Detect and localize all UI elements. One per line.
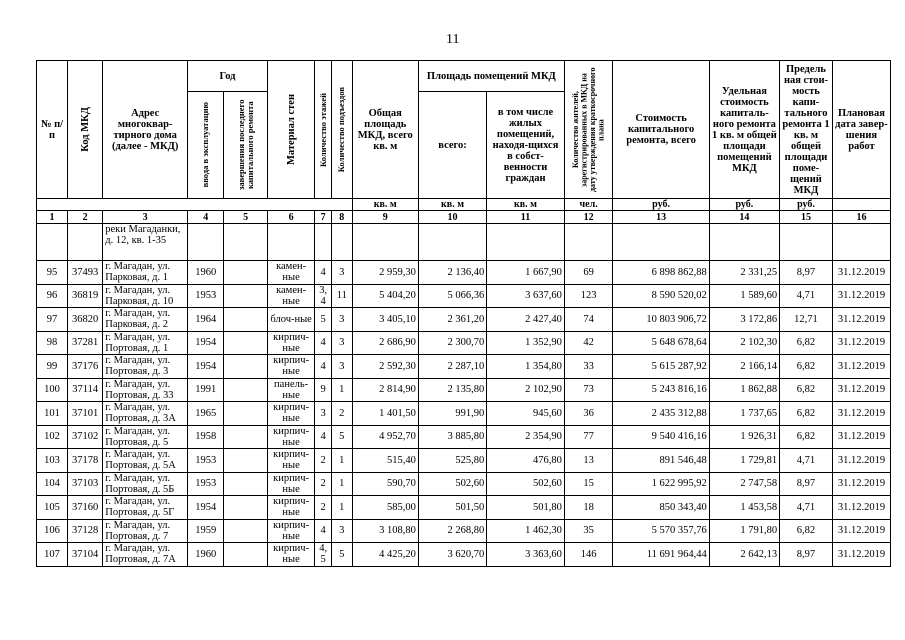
planned-date: 31.12.2019 [832,331,890,355]
year-commission: 1958 [188,425,224,449]
building-address: г. Магадан, ул. Портовая, д. 5Г [103,496,188,520]
entrances-count: 5 [331,543,352,567]
private-area: 2 354,90 [487,425,565,449]
continuation-row [37,224,891,261]
header-premises-group: Площадь помещений МКД [418,61,564,92]
entrances-count: 2 [331,402,352,426]
repair-plan-table [36,60,891,567]
residents-count: 15 [564,472,613,496]
private-area: 476,80 [487,449,565,473]
building-code: 36820 [68,308,103,332]
building-code: 37102 [68,425,103,449]
max-unit-cost: 12,71 [780,308,833,332]
total-area: 1 401,50 [352,402,418,426]
year-commission: 1964 [188,308,224,332]
unit-cell: кв. м [352,199,418,211]
entrances-count: 3 [331,261,352,285]
table-row [37,355,891,379]
year-last-repair [224,496,267,520]
entrances-count: 1 [331,449,352,473]
total-area: 4 952,70 [352,425,418,449]
unit-cost: 1 453,58 [709,496,779,520]
header-code-text: Код МКД [79,107,91,152]
repair-cost: 6 898 862,88 [613,261,709,285]
unit-cost: 2 331,25 [709,261,779,285]
premises-area: 991,90 [418,402,486,426]
total-area: 4 425,20 [352,543,418,567]
year-last-repair [224,449,267,473]
floors-count: 4 [315,331,332,355]
unit-cell: руб. [709,199,779,211]
wall-material: кирпич-ные [267,543,315,567]
header-num: № п/п [37,61,68,199]
header-wall-material [267,61,315,199]
column-number: 8 [331,211,352,224]
building-code: 37104 [68,543,103,567]
total-area: 5 404,20 [352,284,418,308]
header-entrances-text: Количество подъездов [336,86,347,173]
header-planned-date: Плановая дата завер-шения работ [832,61,890,199]
wall-material: кирпич-ные [267,355,315,379]
repair-cost: 10 803 906,72 [613,308,709,332]
total-area: 3 405,10 [352,308,418,332]
table-row [37,425,891,449]
max-unit-cost: 6,82 [780,331,833,355]
floors-count: 5 [315,308,332,332]
year-last-repair [224,402,267,426]
residents-count: 123 [564,284,613,308]
premises-area: 501,50 [418,496,486,520]
units-row [37,199,891,211]
building-code: 37493 [68,261,103,285]
table-row [37,519,891,543]
unit-cell: кв. м [487,199,565,211]
entrances-count: 3 [331,331,352,355]
row-number: 107 [37,543,68,567]
private-area: 3 363,60 [487,543,565,567]
max-unit-cost: 6,82 [780,378,833,402]
building-address: г. Магадан, ул. Портовая, д. 7А [103,543,188,567]
private-area: 501,80 [487,496,565,520]
wall-material: камен-ные [267,284,315,308]
building-code: 37176 [68,355,103,379]
building-address: г. Магадан, ул. Портовая, д. 5Б [103,472,188,496]
header-year-group: Год [188,61,268,92]
max-unit-cost: 8,97 [780,261,833,285]
residents-count: 74 [564,308,613,332]
header-total-area: Общая площадь МКД, всего кв. м [352,61,418,199]
premises-area: 5 066,36 [418,284,486,308]
building-address: г. Магадан, ул. Портовая, д. 3 [103,355,188,379]
max-unit-cost: 6,82 [780,519,833,543]
building-address: г. Магадан, ул. Парковая, д. 1 [103,261,188,285]
premises-area: 2 136,40 [418,261,486,285]
residents-count: 77 [564,425,613,449]
row-number: 95 [37,261,68,285]
column-number: 9 [352,211,418,224]
residents-count: 33 [564,355,613,379]
building-code: 37101 [68,402,103,426]
planned-date: 31.12.2019 [832,449,890,473]
building-address: г. Магадан, ул. Портовая, д. 5А [103,449,188,473]
entrances-count: 1 [331,472,352,496]
total-area: 2 686,90 [352,331,418,355]
year-last-repair [224,284,267,308]
column-number: 2 [68,211,103,224]
column-number: 3 [103,211,188,224]
entrances-count: 11 [331,284,352,308]
unit-cell: руб. [780,199,833,211]
year-commission: 1960 [188,261,224,285]
year-commission: 1953 [188,284,224,308]
column-number: 11 [487,211,565,224]
wall-material: кирпич-ные [267,331,315,355]
total-area: 2 959,30 [352,261,418,285]
header-year-commission-text: ввода в эксплуатацию [200,102,211,188]
premises-area: 2 300,70 [418,331,486,355]
planned-date: 31.12.2019 [832,402,890,426]
planned-date: 31.12.2019 [832,378,890,402]
floors-count: 4, 5 [315,543,332,567]
unit-cell: чел. [564,199,613,211]
row-number: 99 [37,355,68,379]
private-area: 2 427,40 [487,308,565,332]
entrances-count: 3 [331,519,352,543]
total-area: 2 592,30 [352,355,418,379]
table-row [37,308,891,332]
row-number: 102 [37,425,68,449]
private-area: 945,60 [487,402,565,426]
building-address: г. Магадан, ул. Портовая, д. 33 [103,378,188,402]
column-number: 5 [224,211,267,224]
private-area: 1 352,90 [487,331,565,355]
year-last-repair [224,378,267,402]
residents-count: 146 [564,543,613,567]
row-number: 100 [37,378,68,402]
continuation-address: реки Магаданки, д. 12, кв. 1-35 [103,224,188,261]
header-floors [315,61,332,199]
total-area: 2 814,90 [352,378,418,402]
total-area: 585,00 [352,496,418,520]
header-entrances [331,61,352,199]
wall-material: блоч-ные [267,308,315,332]
year-last-repair [224,355,267,379]
table-row [37,402,891,426]
year-last-repair [224,543,267,567]
year-last-repair [224,308,267,332]
repair-cost: 891 546,48 [613,449,709,473]
wall-material: камен-ные [267,261,315,285]
private-area: 3 637,60 [487,284,565,308]
floors-count: 2 [315,496,332,520]
unit-cost: 1 862,88 [709,378,779,402]
max-unit-cost: 6,82 [780,355,833,379]
entrances-count: 1 [331,378,352,402]
table-row [37,378,891,402]
year-last-repair [224,472,267,496]
repair-cost: 8 590 520,02 [613,284,709,308]
entrances-count: 3 [331,308,352,332]
wall-material: кирпич-ные [267,496,315,520]
header-residents [564,61,613,199]
planned-date: 31.12.2019 [832,308,890,332]
table-row [37,543,891,567]
row-number: 96 [37,284,68,308]
total-area: 590,70 [352,472,418,496]
header-premises-citizens: в том числе жилых помещений, находя-щихся в собст-венности граждан [487,92,565,199]
floors-count: 3, 4 [315,284,332,308]
column-number: 10 [418,211,486,224]
header-wall-material-text: Материал стен [285,94,297,165]
header-repair-cost: Стоимость капитального ремонта, всего [613,61,709,199]
building-address: г. Магадан, ул. Портовая, д. 7 [103,519,188,543]
unit-cost: 3 172,86 [709,308,779,332]
planned-date: 31.12.2019 [832,543,890,567]
building-address: г. Магадан, ул. Портовая, д. 1 [103,331,188,355]
building-address: г. Магадан, ул. Парковая, д. 10 [103,284,188,308]
header-unit-cost: Удельная стоимость капиталь-ного ремонта 1 кв. м общей площади помещений МКД [709,61,779,199]
unit-cost: 2 642,13 [709,543,779,567]
building-address: г. Магадан, ул. Портовая, д. 3А [103,402,188,426]
premises-area: 3 885,80 [418,425,486,449]
header-code [68,61,103,199]
year-commission: 1953 [188,472,224,496]
building-address: г. Магадан, ул. Парковая, д. 2 [103,308,188,332]
floors-count: 4 [315,425,332,449]
year-last-repair [224,331,267,355]
column-number: 1 [37,211,68,224]
row-number: 104 [37,472,68,496]
max-unit-cost: 8,97 [780,543,833,567]
column-number: 12 [564,211,613,224]
private-area: 502,60 [487,472,565,496]
private-area: 2 102,90 [487,378,565,402]
residents-count: 13 [564,449,613,473]
unit-cost: 1 926,31 [709,425,779,449]
table-row [37,331,891,355]
column-numbers-row [37,211,891,224]
wall-material: кирпич-ные [267,472,315,496]
max-unit-cost: 4,71 [780,284,833,308]
repair-cost: 11 691 964,44 [613,543,709,567]
header-address: Адрес многоквар-тирного дома (далее - МКД) [103,61,188,199]
page-number: 11 [446,32,460,47]
total-area: 3 108,80 [352,519,418,543]
planned-date: 31.12.2019 [832,425,890,449]
building-code: 37160 [68,496,103,520]
entrances-count: 3 [331,355,352,379]
column-number: 14 [709,211,779,224]
floors-count: 4 [315,355,332,379]
year-commission: 1960 [188,543,224,567]
table-row [37,261,891,285]
building-code: 37114 [68,378,103,402]
column-number: 16 [832,211,890,224]
residents-count: 18 [564,496,613,520]
header-max-unit-cost: Предель ная стои-мость капи-тального ремонта 1 кв. м общей площади поме-щений МКД [780,61,833,199]
premises-area: 2 361,20 [418,308,486,332]
building-code: 37128 [68,519,103,543]
repair-cost: 5 615 287,92 [613,355,709,379]
year-last-repair [224,425,267,449]
residents-count: 35 [564,519,613,543]
wall-material: кирпич-ные [267,449,315,473]
header-residents-text: Количество жителей, зарегистрированных в МКД на дату утверждения краткосрочного плана [570,67,606,192]
floors-count: 3 [315,402,332,426]
wall-material: кирпич-ные [267,519,315,543]
planned-date: 31.12.2019 [832,496,890,520]
repair-cost: 9 540 416,16 [613,425,709,449]
residents-count: 36 [564,402,613,426]
table-row [37,284,891,308]
header-floors-text: Количество этажей [317,92,328,167]
year-commission: 1991 [188,378,224,402]
table-row [37,496,891,520]
private-area: 1 667,90 [487,261,565,285]
year-commission: 1965 [188,402,224,426]
max-unit-cost: 8,97 [780,472,833,496]
unit-cost: 2 747,58 [709,472,779,496]
row-number: 101 [37,402,68,426]
column-number: 4 [188,211,224,224]
repair-cost: 850 343,40 [613,496,709,520]
year-commission: 1954 [188,331,224,355]
year-commission: 1954 [188,496,224,520]
entrances-count: 5 [331,425,352,449]
floors-count: 4 [315,261,332,285]
premises-area: 2 287,10 [418,355,486,379]
private-area: 1 354,80 [487,355,565,379]
max-unit-cost: 4,71 [780,496,833,520]
premises-area: 2 135,80 [418,378,486,402]
column-number: 15 [780,211,833,224]
repair-cost: 5 243 816,16 [613,378,709,402]
year-commission: 1954 [188,355,224,379]
unit-cell: руб. [613,199,709,211]
planned-date: 31.12.2019 [832,284,890,308]
floors-count: 2 [315,472,332,496]
premises-area: 3 620,70 [418,543,486,567]
wall-material: кирпич-ные [267,425,315,449]
building-code: 37281 [68,331,103,355]
column-number: 13 [613,211,709,224]
premises-area: 525,80 [418,449,486,473]
unit-cost: 1 737,65 [709,402,779,426]
residents-count: 69 [564,261,613,285]
column-number: 6 [267,211,315,224]
building-code: 37178 [68,449,103,473]
floors-count: 2 [315,449,332,473]
floors-count: 4 [315,519,332,543]
header-premises-total: всего: [418,92,486,199]
row-number: 97 [37,308,68,332]
table-row [37,449,891,473]
premises-area: 2 268,80 [418,519,486,543]
year-commission: 1959 [188,519,224,543]
header-year-last-repair [224,92,267,199]
header-year-last-repair-text: завершения последнего капитального ремонта [235,99,255,191]
wall-material: панель-ные [267,378,315,402]
residents-count: 42 [564,331,613,355]
unit-cost: 2 102,30 [709,331,779,355]
unit-cost: 1 791,80 [709,519,779,543]
planned-date: 31.12.2019 [832,261,890,285]
table-row [37,472,891,496]
unit-cost: 2 166,14 [709,355,779,379]
max-unit-cost: 6,82 [780,425,833,449]
building-code: 36819 [68,284,103,308]
row-number: 103 [37,449,68,473]
private-area: 1 462,30 [487,519,565,543]
year-commission: 1953 [188,449,224,473]
building-address: г. Магадан, ул. Портовая, д. 5 [103,425,188,449]
planned-date: 31.12.2019 [832,472,890,496]
building-code: 37103 [68,472,103,496]
premises-area: 502,60 [418,472,486,496]
unit-cell: кв. м [418,199,486,211]
entrances-count: 1 [331,496,352,520]
repair-cost: 5 570 357,76 [613,519,709,543]
row-number: 105 [37,496,68,520]
planned-date: 31.12.2019 [832,519,890,543]
column-number: 7 [315,211,332,224]
year-last-repair [224,261,267,285]
unit-cost: 1 729,81 [709,449,779,473]
unit-cost: 1 589,60 [709,284,779,308]
repair-cost: 2 435 312,88 [613,402,709,426]
row-number: 98 [37,331,68,355]
floors-count: 9 [315,378,332,402]
header-year-commission [188,92,224,199]
max-unit-cost: 4,71 [780,449,833,473]
year-last-repair [224,519,267,543]
total-area: 515,40 [352,449,418,473]
wall-material: кирпич-ные [267,402,315,426]
planned-date: 31.12.2019 [832,355,890,379]
residents-count: 73 [564,378,613,402]
max-unit-cost: 6,82 [780,402,833,426]
repair-cost: 5 648 678,64 [613,331,709,355]
row-number: 106 [37,519,68,543]
repair-cost: 1 622 995,92 [613,472,709,496]
